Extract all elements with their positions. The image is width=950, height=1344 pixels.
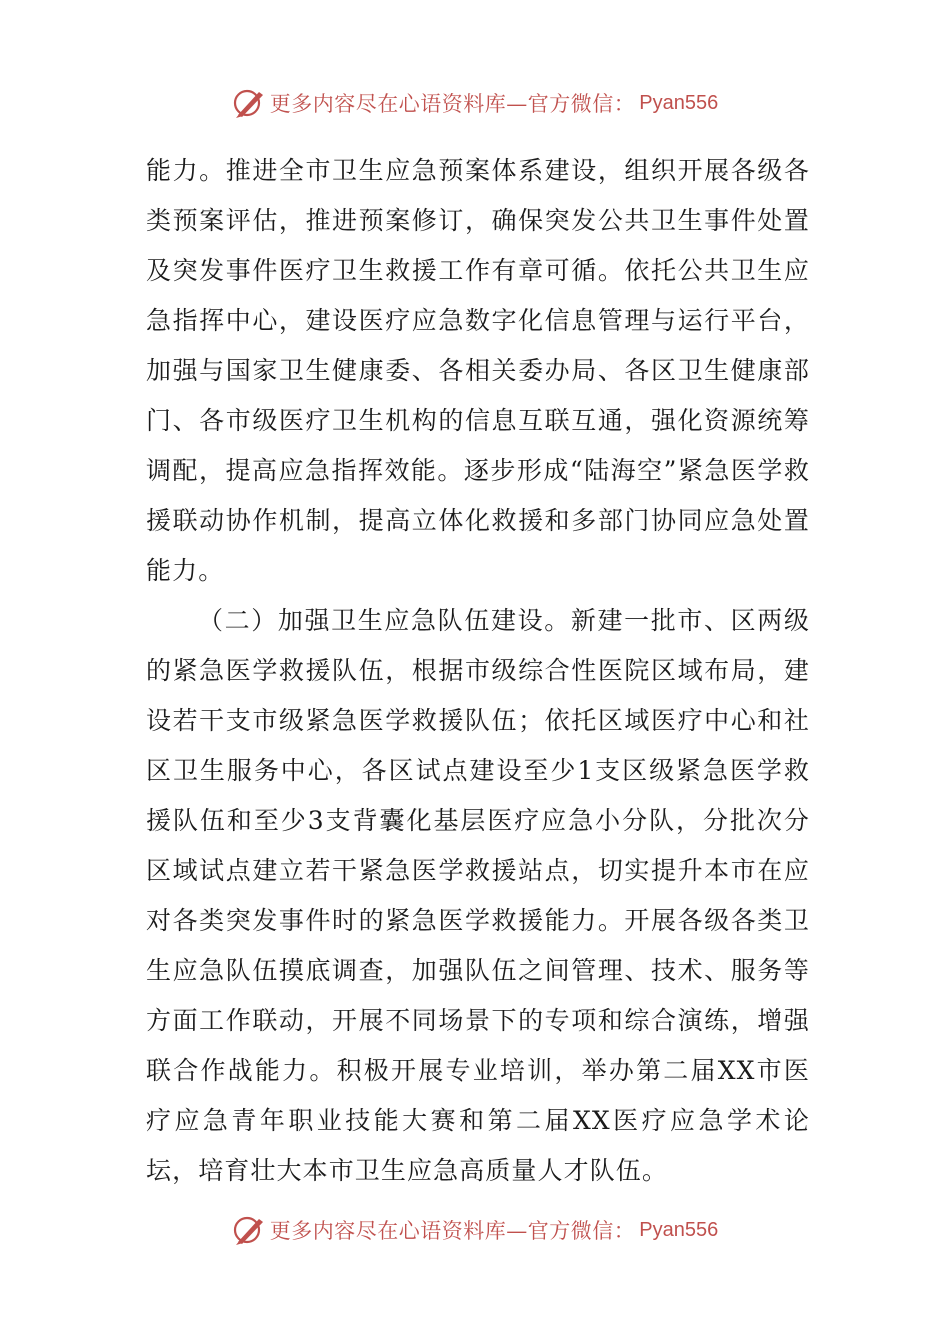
paragraph-continuation: 能力。推进全市卫生应急预案体系建设，组织开展各级各类预案评估，推进预案修订，确保突发公共卫生事件处置及突发事件医疗卫生救援工作有章可循。依托公共卫生应急指挥中心，建设医疗应急数字化信息管理与运行平台，加强与国家卫生健康委、各相关委办局、各区卫生健康部门、各市级医疗卫生机构的信息互联互通，强化资源统筹调配，提高应急指挥效能。逐步形成“陆海空”紧急医学救援联动协作机制，提高立体化救援和多部门协同应急处置能力。 [146,156,810,585]
pen-in-circle-icon [232,1213,266,1247]
watermark-wechat-id: Pyan556 [639,1218,719,1241]
footer-watermark [0,1210,950,1250]
paragraph-emergency-teams: （二）加强卫生应急队伍建设。新建一批市、区两级的紧急医学救援队伍，根据市级综合性医院区域布局，建设若干支市级紧急医学救援队伍；依托区域医疗中心和社区卫生服务中心，各区试点建设至少1支区级紧急医学救援队伍和至少3支背囊化基层医疗应急小分队，分批次分区域试点建立若干紧急医学救援站点，切实提升本市在应对各类突发事件时的紧急医学救援能力。开展各级各类卫生应急队伍摸底调查，加强队伍之间管理、技术、服务等方面工作联动，开展不同场景下的专项和综合演练，增强联合作战能力。积极开展专业培训，举办第二届XX市医疗应急青年职业技能大赛和第二届XX医疗应急学术论坛，培育壮大本市卫生应急高质量人才队伍。 [146,606,810,1185]
header-watermark [0,83,950,123]
document-body [146,146,810,1196]
watermark-text: 更多内容尽在心语资料库—官方微信： [269,1219,636,1243]
watermark-text: 更多内容尽在心语资料库—官方微信： [269,92,636,116]
pen-in-circle-icon [232,86,266,120]
watermark-wechat-id: Pyan556 [639,91,719,114]
